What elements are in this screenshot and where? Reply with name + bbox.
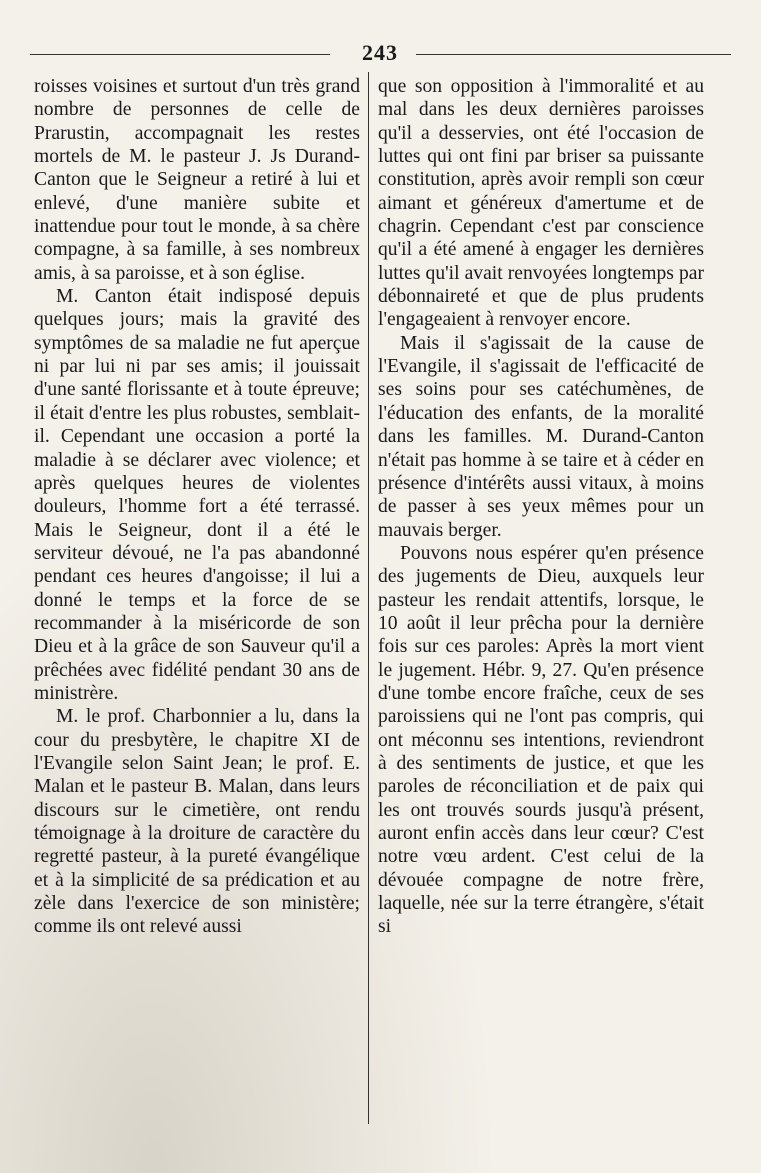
left-column xyxy=(34,75,360,939)
right-paragraph-3: Pouvons nous espérer qu'en présence des jugements de Dieu, auxquels leur pasteur les rendait attentifs, lorsque, le 10 août il leur prêcha pour la dernière fois sur ces paroles: Après la mort vient le jugement. Hébr. 9, 27. Qu'en présence d'une tombe encore fraîche, ceux de ses paroissiens qui ne l'ont pas compris, qui ont méconnu ses intentions, reviendront à des sentiments de justice, et que les paroles de réconciliation et de paix qui les ont trouvés sourds jusqu'à présent, auront enfin accès dans leur cœur? C'est notre vœu ardent. C'est celui de la dévouée compagne de notre frère, laquelle, née sur la terre étrangère, s'était si xyxy=(378,542,704,938)
header-rule-right xyxy=(416,54,731,55)
left-paragraph-1: roisses voisines et surtout d'un très grand nombre de personnes de celle de Prarustin, accompagnait les restes mortels de M. le pasteur J. Js Durand-Canton que le Seigneur a retiré à lui et enlevé, d'une manière subite et inattendue pour tout le monde, à sa chère compagne, à sa famille, à ses nombreux amis, à sa paroisse, et à son église. xyxy=(34,76,360,284)
column-divider xyxy=(368,72,369,1124)
right-column xyxy=(378,75,704,939)
right-paragraph-2: Mais il s'agissait de la cause de l'Evangile, il s'agissait de l'efficacité de ses soins pour ses catéchumènes, de l'éducation des enfants, de la moralité dans les familles. M. Durand-Canton n'était pas homme à se taire et à céder en présence d'intérêts aussi vitaux, à moins de passer à ses yeux mêmes pour un mauvais berger. xyxy=(378,332,704,541)
left-paragraph-3: M. le prof. Charbonnier a lu, dans la cour du presbytère, le chapitre XI de l'Evangile selon Saint Jean; le prof. E. Malan et le pasteur B. Malan, dans leurs discours sur le cimetière, ont rendu témoignage à la droiture de caractère du regretté pasteur, à la pureté évangélique et à la simplicité de sa prédication et au zèle dans l'exercice de son ministère; comme ils ont relevé aussi xyxy=(34,706,360,938)
page-number: 243 xyxy=(362,40,398,65)
right-paragraph-1: que son opposition à l'immoralité et au mal dans les deux dernières paroisses qu'il a desservies, ont été l'occasion de luttes qui ont fini par briser sa puissante constitution, après avoir rempli son cœur aimant et généreux d'amertume et de chagrin. Cependant c'est par conscience qu'il a été amené à engager les dernières luttes qu'il avait renvoyées longtemps par débonnaireté et que de plus prudents l'engageaient à renvoyer encore. xyxy=(378,76,704,331)
header-rule-left xyxy=(30,54,330,55)
page-header xyxy=(30,38,731,68)
left-paragraph-2: M. Canton était indisposé depuis quelques jours; mais la gravité des symptômes de sa maladie ne fut aperçue ni par lui ni par ses amis; il jouissait d'une santé florissante et à toute épreuve; il était d'entre les plus robustes, semblait-il. Cependant une occasion a porté la maladie à se déclarer avec violence; et après quelques heures de violentes douleurs, l'homme fort a été terrassé. Mais le Seigneur, dont il a été le serviteur dévoué, ne l'a pas abandonné pendant ces heures d'angoisse; il lui a donné le temps et la force de se recommander à la miséricorde de son Dieu et à la grâce de son Sauveur qu'il a prêchées avec fidélité pendant 30 ans de ministrère. xyxy=(34,286,360,704)
